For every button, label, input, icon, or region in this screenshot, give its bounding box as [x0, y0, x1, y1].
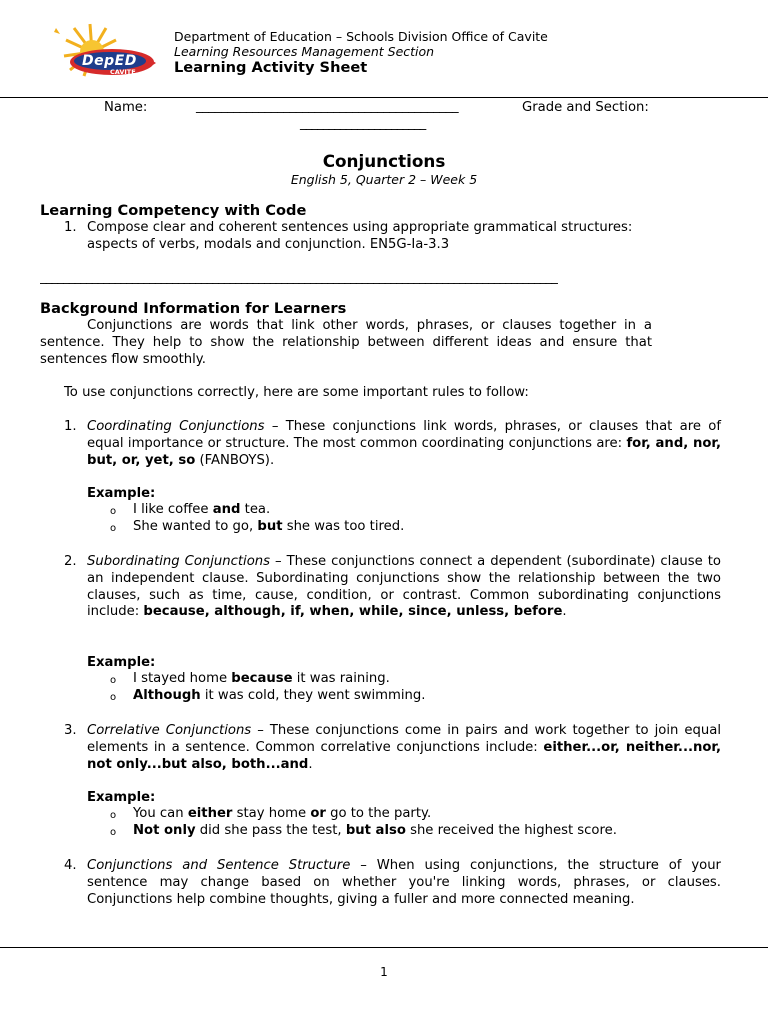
rule-term: Coordinating Conjunctions: [87, 419, 265, 434]
rule-term: Correlative Conjunctions: [87, 723, 252, 738]
name-blank[interactable]: __________________________________________: [196, 99, 459, 114]
grade-section-blank[interactable]: ______________________: [300, 116, 426, 131]
logo-subtext: CAVITE: [110, 68, 136, 76]
example-item: You can either stay home or go to the party.: [133, 806, 432, 821]
example-item: Not only did she pass the test, but also she received the highest score.: [133, 823, 617, 838]
competency-text: Compose clear and coherent sentences using appropriate grammatical structures: aspects of verbs, modals and conjunction. EN5G-Ia-3.3: [87, 220, 633, 252]
rule-term: Subordinating Conjunctions: [87, 554, 271, 569]
rule-desc: – These conjunctions connect a dependent (subordinate) clause to an independent clause. Subordinating conjunctions show the relationship between the two clauses, such as time, cause, condition, or contrast. Common subordinating conjunctions include:: [87, 554, 722, 620]
bullet-icon: o: [110, 523, 117, 534]
page-number: 1: [380, 965, 388, 979]
example-item: Although it was cold, they went swimming.: [133, 688, 426, 703]
rule-tail: .: [308, 756, 313, 772]
rule-number: 2.: [64, 554, 77, 569]
competency-number: 1.: [64, 220, 77, 235]
page-title: Conjunctions: [322, 151, 446, 171]
rule-number: 3.: [64, 723, 77, 738]
competency-separator: __________________________________________________________________________________________: [40, 270, 557, 285]
bullet-icon: o: [110, 692, 117, 703]
bullet-icon: o: [110, 810, 117, 821]
rule-coordinating: [87, 419, 721, 469]
competency-heading: Learning Competency with Code: [40, 202, 307, 219]
example-item: I like coffee and tea.: [133, 502, 271, 517]
background-intro: Conjunctions are words that link other words, phrases, or clauses together in a sentence. They help to show the relationship between different ideas and ensure that sentences flow smoothly.: [40, 318, 652, 367]
bullet-icon: o: [110, 506, 117, 517]
rule-list: because, although, if, when, while, since, unless, before: [143, 604, 563, 620]
rule-tail: (FANBOYS).: [195, 452, 275, 468]
example-label: Example:: [87, 790, 156, 805]
rule-structure: [87, 858, 721, 908]
rules-intro: To use conjunctions correctly, here are some important rules to follow:: [64, 385, 529, 400]
deped-cavite-logo: [52, 22, 156, 86]
bullet-icon: o: [110, 827, 117, 838]
example-label: Example:: [87, 655, 156, 670]
rule-number: 1.: [64, 419, 77, 434]
header-divider: [0, 97, 768, 98]
rule-desc: – When using conjunctions, the structure of your sentence may change based on whether you're linking words, phrases, or clauses. Conjunctions help combine thoughts, giving a fuller and more connected meaning.: [87, 858, 721, 907]
grade-section-label: Grade and Section:: [522, 100, 649, 115]
example-item: She wanted to go, but she was too tired.: [133, 519, 405, 534]
bullet-icon: o: [110, 675, 117, 686]
header-sheet-title: Learning Activity Sheet: [174, 59, 368, 76]
header-section: Learning Resources Management Section: [174, 44, 435, 59]
example-label: Example:: [87, 486, 156, 501]
rule-number: 4.: [64, 858, 77, 873]
rule-desc: – These conjunctions come in pairs and work together to join equal elements in a sentence. Common correlative conjunctions include:: [87, 723, 721, 755]
rule-list: for, and, nor, but, or, yet, so: [87, 435, 722, 468]
rule-tail: .: [562, 604, 567, 620]
background-heading: Background Information for Learners: [40, 300, 347, 317]
logo-wordmark: DepED: [82, 53, 137, 69]
rule-term: Conjunctions and Sentence Structure: [87, 858, 351, 873]
page-subtitle: English 5, Quarter 2 – Week 5: [290, 172, 478, 187]
name-label: Name:: [104, 100, 148, 115]
footer-divider: [0, 947, 768, 948]
rule-desc: – These conjunctions link words, phrases, or clauses that are of equal importance or structure. The most common coordinating conjunctions are:: [87, 419, 721, 451]
rule-subordinating: [87, 554, 721, 621]
header-department: Department of Education – Schools Division Office of Cavite: [174, 29, 548, 44]
rule-correlative: [87, 723, 721, 773]
example-item: I stayed home because it was raining.: [133, 671, 390, 686]
rule-list: either...or, neither...nor, not only...but also, both...and: [87, 739, 721, 772]
